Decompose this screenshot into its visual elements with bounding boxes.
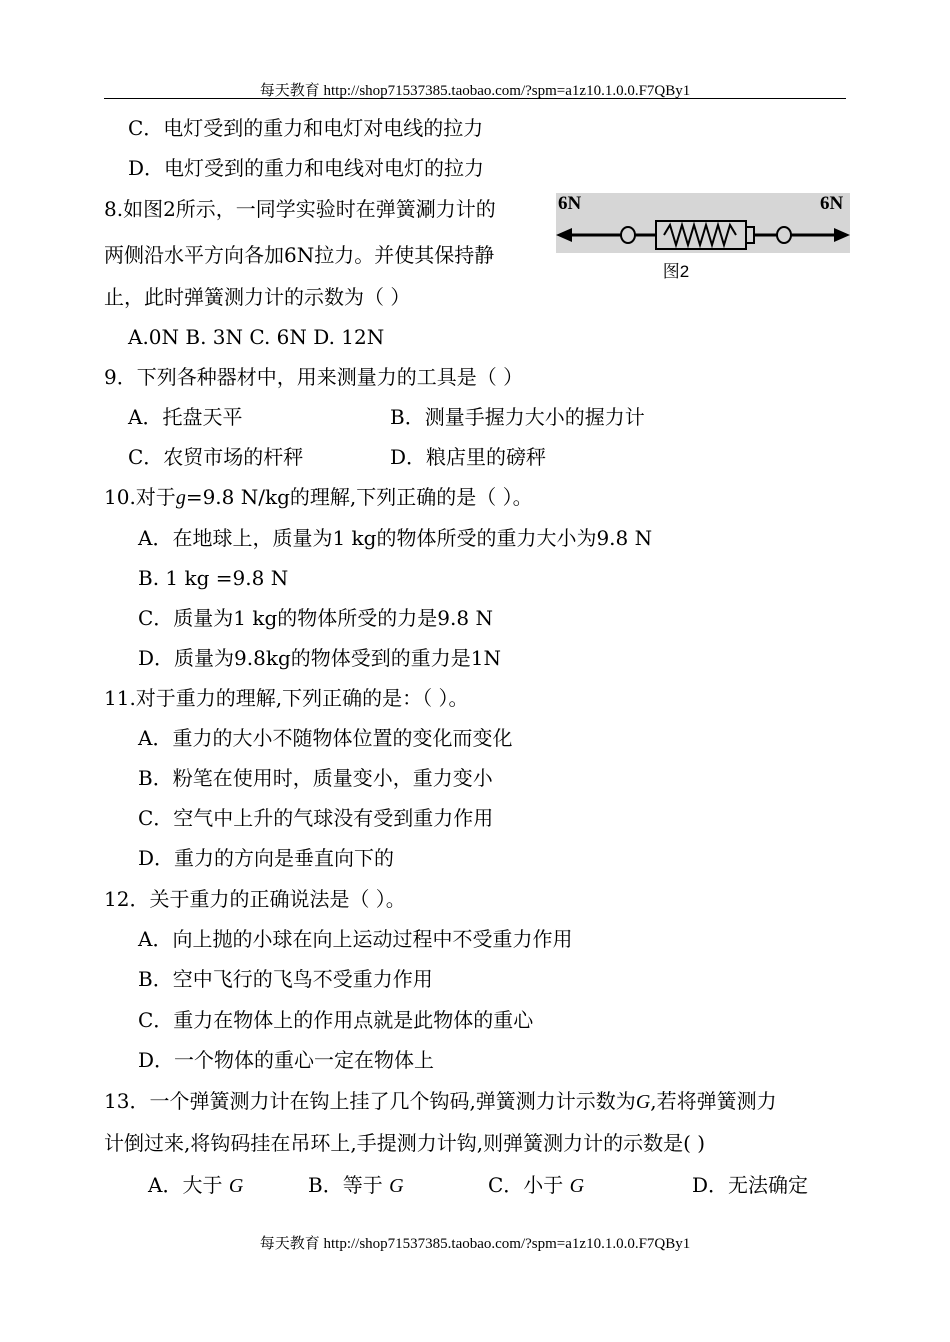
figure-left-force-label: 6N xyxy=(558,193,582,214)
right-arrow-icon xyxy=(834,228,850,242)
q12-option-c: C．重力在物体上的作用点就是此物体的重心 xyxy=(138,1008,534,1032)
q11-option-d: D．重力的方向是垂直向下的 xyxy=(138,846,395,870)
q10-option-c: C．质量为1 kg的物体所受的力是9.8 N xyxy=(138,606,493,630)
q9-option-d: D．粮店里的磅秤 xyxy=(390,445,547,469)
q8-stem-line2: 两侧沿水平方向各加6N拉力。并使其保持静 xyxy=(104,243,495,267)
left-ring-icon xyxy=(621,227,635,243)
q10-stem-prefix: 10.对于 xyxy=(104,485,176,509)
left-arrow-icon xyxy=(556,228,572,242)
page-header: 每天教育 http://shop71537385.taobao.com/?spm=a1z10.1.0.0.F7QBy1 xyxy=(259,83,691,99)
q13-option-b-variable: G xyxy=(389,1175,404,1197)
q13-stem-suffix: ,若将弹簧测力 xyxy=(650,1089,777,1113)
q12-stem: 12．关于重力的正确说法是（ ）。 xyxy=(104,887,406,911)
q11-stem: 11.对于重力的理解,下列正确的是：（ ）。 xyxy=(104,686,469,710)
q11-option-b: B．粉笔在使用时，质量变小，重力变小 xyxy=(138,766,493,790)
q12-option-a: A．向上抛的小球在向上运动过程中不受重力作用 xyxy=(138,927,573,951)
figure-caption: 图2 xyxy=(662,262,690,281)
q13-stem-variable: G xyxy=(635,1091,651,1113)
q13-option-b xyxy=(308,1171,404,1200)
right-ring-icon xyxy=(777,227,791,243)
q7-option-d: D．电灯受到的重力和电线对电灯的拉力 xyxy=(128,156,485,180)
q8-options: A.0N B. 3N C. 6N D. 12N xyxy=(128,325,385,349)
q13-option-a-variable: G xyxy=(228,1175,244,1197)
q11-option-c: C．空气中上升的气球没有受到重力作用 xyxy=(138,806,494,830)
q8-stem-line3: 止，此时弹簧测力计的示数为（ ） xyxy=(104,285,411,309)
page-footer: 每天教育 http://shop71537385.taobao.com/?spm=a1z10.1.0.0.F7QBy1 xyxy=(259,1236,691,1252)
q10-stem-suffix: =9.8 N/kg的理解,下列正确的是（ ）。 xyxy=(185,485,533,509)
q8-stem-line1: 8.如图2所示，一同学实验时在弹簧涮力计的 xyxy=(104,197,496,221)
q7-option-c: C．电灯受到的重力和电灯对电线的拉力 xyxy=(128,116,484,140)
q11-option-a: A．重力的大小不随物体位置的变化而变化 xyxy=(138,726,513,750)
q13-option-c-variable: G xyxy=(569,1175,585,1197)
q9-option-c: C．农贸市场的杆秤 xyxy=(128,445,304,469)
q9-option-a: A．托盘天平 xyxy=(128,405,243,429)
spring-scale-illustration xyxy=(556,193,850,253)
header-divider xyxy=(104,98,846,99)
q9-stem: 9．下列各种器材中，用来测量力的工具是（ ） xyxy=(104,365,524,389)
q13-stem-line2: 计倒过来,将钩码挂在吊环上,手提测力计钩,则弹簧测力计的示数是( ) xyxy=(104,1131,706,1155)
q10-option-b: B. 1 kg =9.8 N xyxy=(138,566,289,590)
q13-stem-line1 xyxy=(104,1087,777,1116)
q10-stem xyxy=(104,483,533,512)
q9-option-b: B．测量手握力大小的握力计 xyxy=(390,405,645,429)
q12-option-d: D．一个物体的重心一定在物体上 xyxy=(138,1048,435,1072)
q12-option-b: B．空中飞行的飞鸟不受重力作用 xyxy=(138,967,433,991)
q10-stem-variable: g xyxy=(175,487,186,509)
q13-option-c-text: C．小于 xyxy=(488,1173,564,1197)
q10-option-a: A．在地球上，质量为1 kg的物体所受的重力大小为9.8 N xyxy=(138,526,653,550)
q13-option-d: D．无法确定 xyxy=(692,1173,809,1197)
q13-stem-prefix: 13．一个弹簧测力计在钩上挂了几个钩码,弹簧测力计示数为 xyxy=(104,1089,636,1113)
figure-2-spring-scale xyxy=(556,193,850,253)
q13-option-b-text: B．等于 xyxy=(308,1173,383,1197)
scale-end-cap xyxy=(746,227,754,243)
q13-option-a-text: A．大于 xyxy=(148,1173,223,1197)
q13-option-c xyxy=(488,1171,584,1200)
q13-option-a xyxy=(148,1171,243,1200)
figure-right-force-label: 6N xyxy=(820,193,844,214)
q10-option-d: D．质量为9.8kg的物体受到的重力是1N xyxy=(138,646,501,670)
